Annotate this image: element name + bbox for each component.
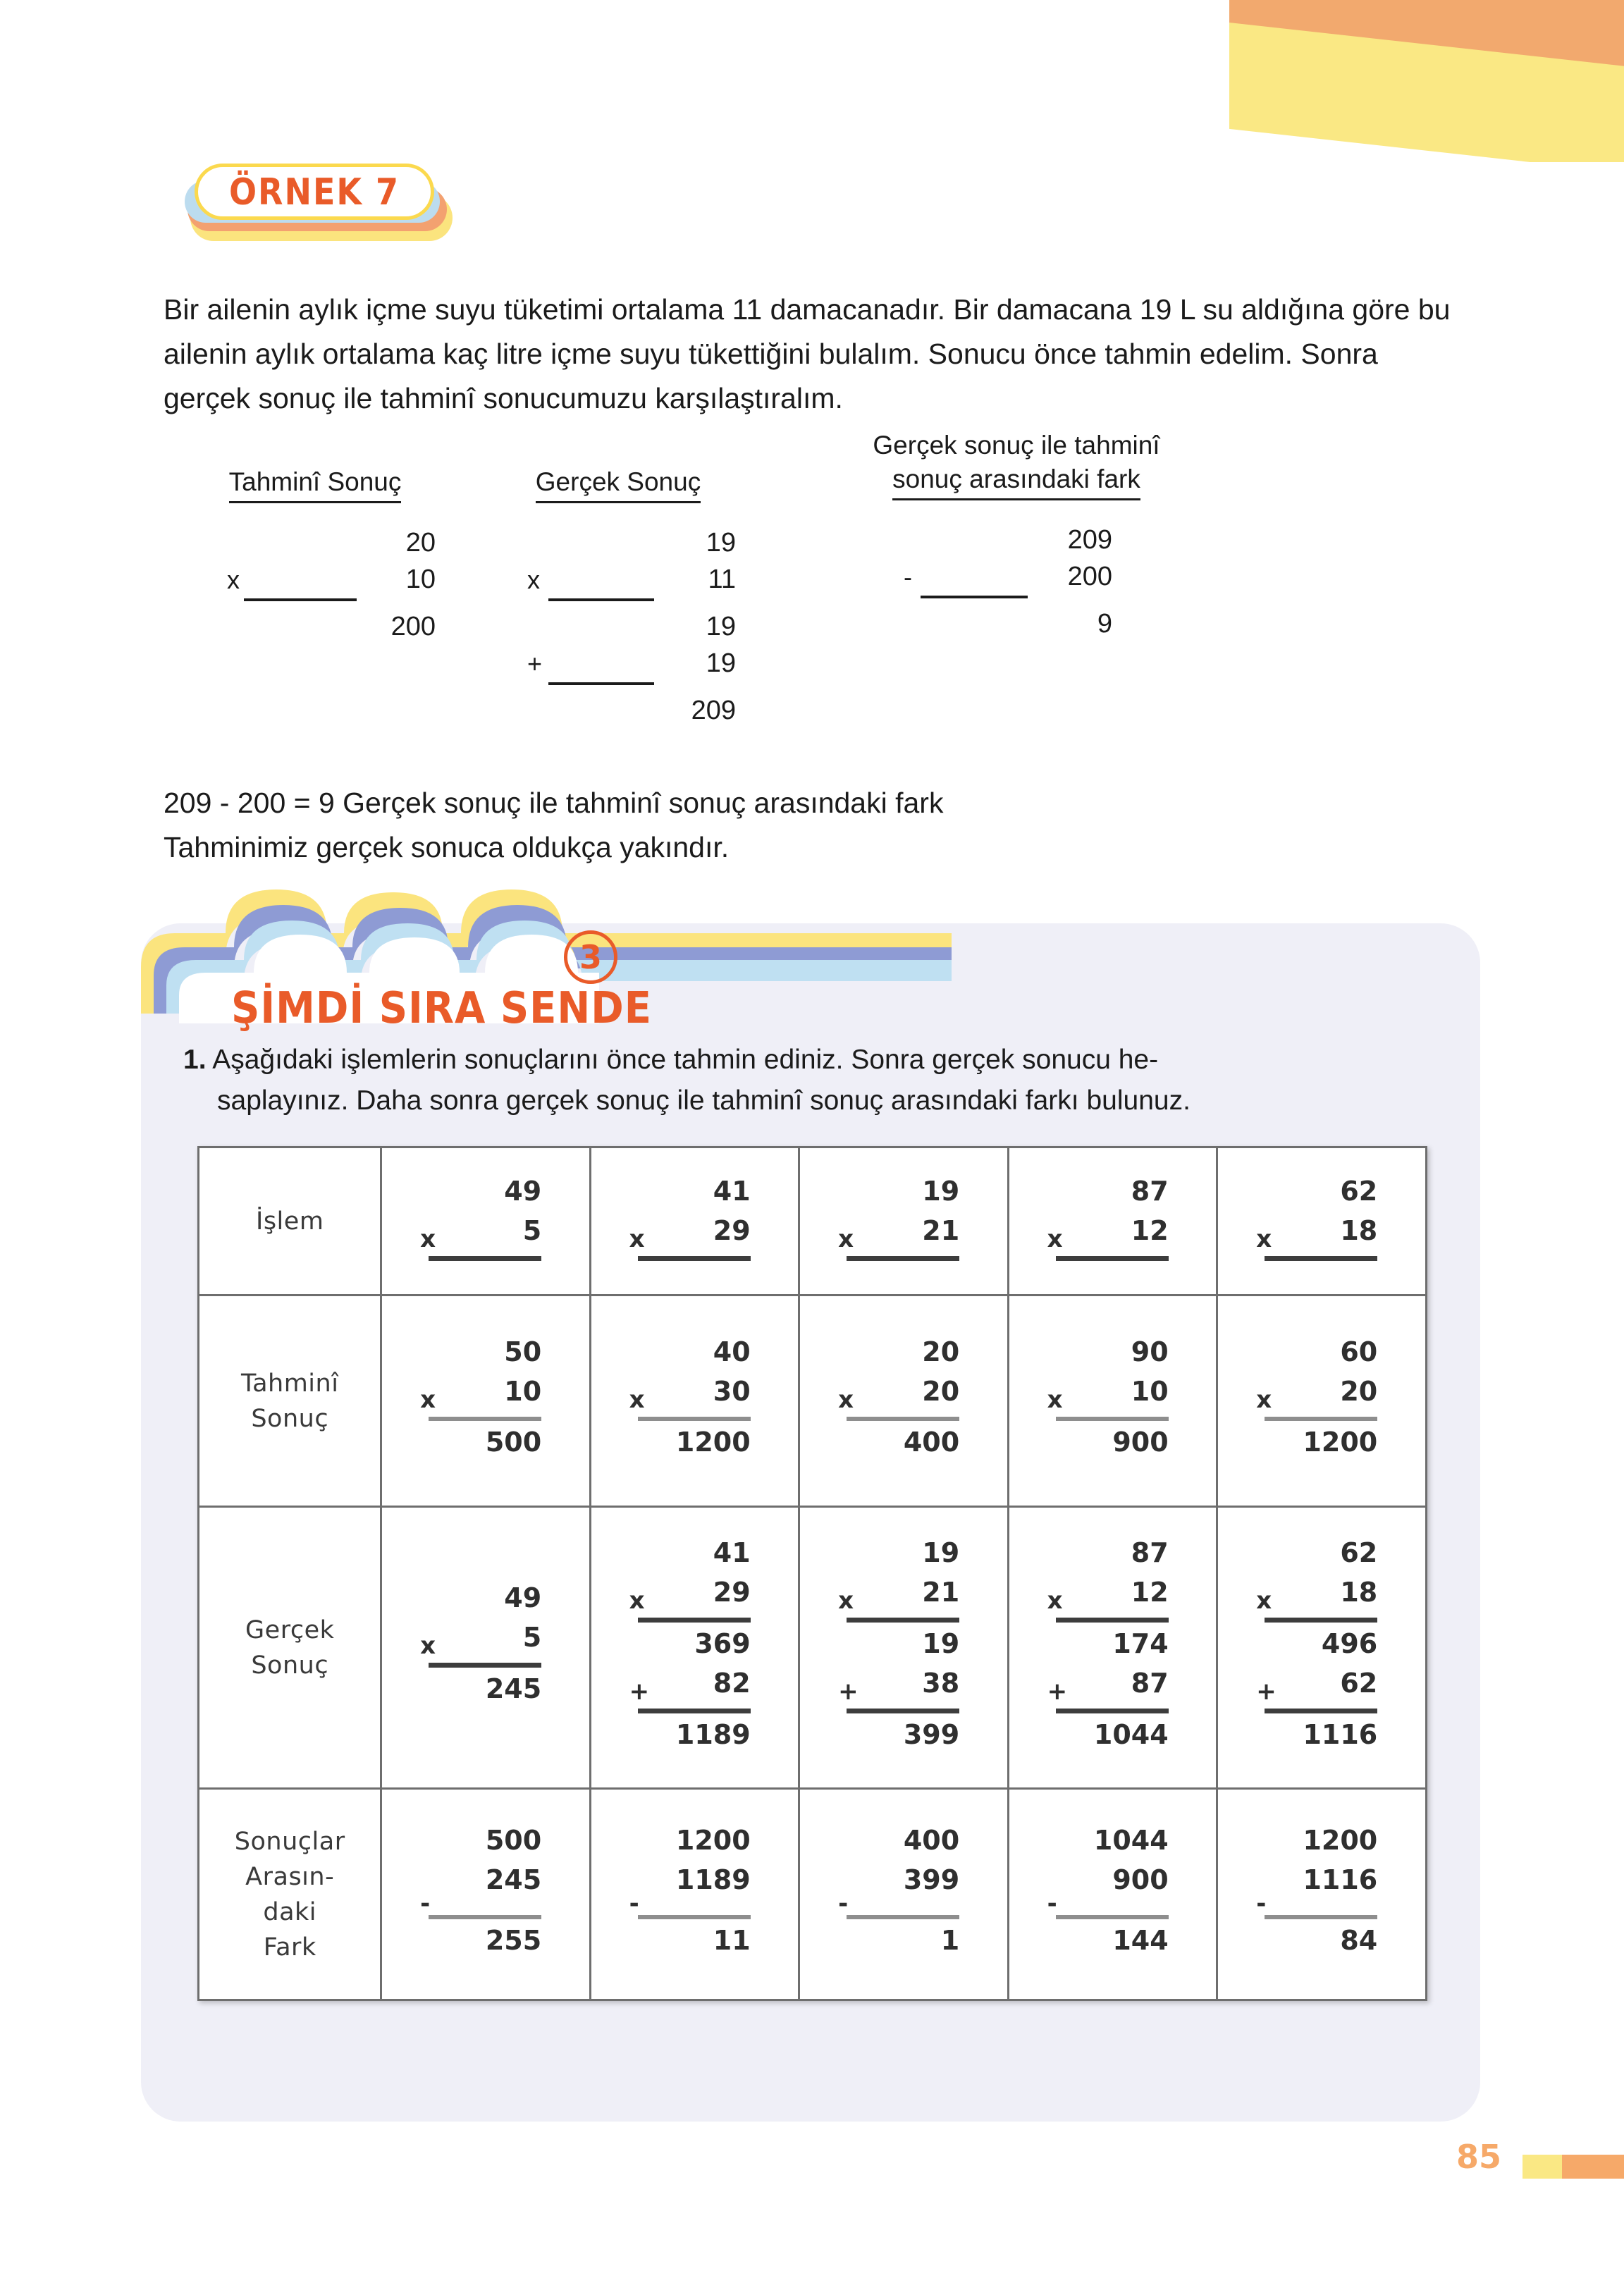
calc-row: 209 (1067, 525, 1112, 555)
operand-bottom: x 12 (1047, 1215, 1169, 1253)
label-line-2: Sonuç (251, 1651, 329, 1680)
calc-rule (429, 1417, 541, 1421)
operand-bottom: 245 (485, 1864, 542, 1895)
tahmini-cell-5 (1217, 1295, 1427, 1507)
operand-top: 41 (713, 1537, 751, 1568)
activity-instruction (183, 1040, 1445, 1121)
multiply-icon: x (629, 1225, 645, 1253)
multiply-icon: x (838, 1586, 854, 1615)
table-row (199, 1789, 1427, 2000)
calc-row: 20 (405, 528, 436, 558)
operand-top: 19 (922, 1537, 960, 1568)
operand-top: 500 (485, 1824, 542, 1856)
plus-icon: + (629, 1677, 650, 1706)
example-badge-label: ÖRNEK 7 (228, 170, 400, 214)
operand-result: 900 (1112, 1426, 1169, 1458)
minus-row (412, 1889, 560, 1918)
multiply-icon: x (629, 1385, 645, 1414)
calc-rule (847, 1618, 959, 1623)
tahmini-cell-4 (1008, 1295, 1217, 1507)
operand-top: 87 (1131, 1176, 1169, 1207)
label-line-1: Sonuçlar (234, 1827, 345, 1856)
minus-row (830, 1889, 978, 1918)
operand-result: 1044 (1093, 1718, 1169, 1750)
multiply-icon: x (420, 1632, 436, 1660)
calc-row: 19 (706, 528, 736, 558)
calc-row: 209 (691, 696, 736, 725)
footer-orange-block (1562, 2155, 1624, 2179)
multiply-icon: x (629, 1586, 645, 1615)
minus-icon: - (838, 1889, 849, 1918)
corner-decoration (1229, 0, 1624, 162)
operand-bottom: x 30 (629, 1375, 751, 1414)
gercek-cell-2 (590, 1507, 799, 1789)
multiply-icon: x (1256, 1225, 1272, 1253)
operand-bottom: x 29 (629, 1576, 751, 1615)
minus-icon: - (1256, 1889, 1267, 1918)
calc-row: 9 (1097, 609, 1112, 639)
calc-rule (548, 682, 654, 685)
multiply-icon: x (838, 1225, 854, 1253)
multiply-icon: x (1256, 1586, 1272, 1615)
tahmini-cell-1 (381, 1295, 591, 1507)
operand-result: 500 (485, 1426, 542, 1458)
example-calculations (164, 429, 1468, 760)
operand-bottom: x 12 (1047, 1576, 1169, 1615)
tahmini-cell-3 (799, 1295, 1009, 1507)
calc-row: x 11 (527, 565, 736, 594)
operand-result: 11 (713, 1924, 751, 1956)
calc-rule (244, 598, 357, 601)
closing-line-1: 209 - 200 = 9 Gerçek sonuç ile tahminî sonuç arasındaki fark (164, 787, 944, 819)
minus-operator: - (904, 562, 912, 591)
label-line-4: Fark (263, 1933, 316, 1962)
operand-result: 1200 (1303, 1426, 1378, 1458)
operand-result: 1116 (1303, 1718, 1378, 1750)
plus-operator: + (527, 649, 543, 678)
calc-rule (1265, 1915, 1377, 1919)
calc-row: + 19 (527, 648, 736, 678)
operand-bottom: x 20 (1256, 1375, 1378, 1414)
table-row (199, 1147, 1427, 1295)
minus-row (621, 1889, 769, 1918)
calc-rule (847, 1709, 959, 1713)
calc-rule (1056, 1618, 1169, 1623)
operand-bottom: x 20 (838, 1375, 960, 1414)
label-line-1: Gerçek (245, 1615, 335, 1644)
minus-icon: - (1047, 1889, 1057, 1918)
operand-result: 1200 (675, 1426, 751, 1458)
calc-rule (847, 1915, 959, 1919)
operand-bottom: 900 (1112, 1864, 1169, 1895)
example-badge (178, 164, 453, 241)
multiply-icon: x (1047, 1225, 1063, 1253)
question-number: 1. (183, 1045, 207, 1075)
activity-panel (141, 923, 1480, 2122)
operand-bottom: x 21 (838, 1215, 960, 1253)
instruction-line-2: saplayınız. Daha sonra gerçek sonuç ile tahminî sonuç arasındaki farkı bulunuz. (217, 1085, 1191, 1116)
gercek-cell-3 (799, 1507, 1009, 1789)
calc-rule (1056, 1709, 1169, 1713)
partial-product-1: 19 (922, 1627, 960, 1659)
gercek-cell-1 (381, 1507, 591, 1789)
fark-cell-3 (799, 1789, 1009, 2000)
operand-top: 49 (504, 1176, 542, 1207)
multiply-icon: x (420, 1225, 436, 1253)
partial-product-2: + 87 (1047, 1667, 1169, 1706)
multiply-icon: x (1256, 1385, 1272, 1414)
tahmini-cell-2 (590, 1295, 799, 1507)
example-closing-text (164, 781, 1464, 870)
operand-top: 87 (1131, 1537, 1169, 1568)
partial-product-2: + 82 (629, 1667, 751, 1706)
label-line-3: daki (263, 1897, 317, 1926)
operand-result: 255 (485, 1924, 542, 1956)
badge-face (195, 164, 434, 220)
operand-top: 1200 (675, 1824, 751, 1856)
label-line-2: Arasın- (245, 1862, 335, 1891)
exercise-table-wrapper (197, 1146, 1427, 2001)
operand-bottom: 1189 (675, 1864, 751, 1895)
calc-rule (1056, 1417, 1169, 1421)
partial-product-1: 496 (1321, 1627, 1378, 1659)
fark-cell-4 (1008, 1789, 1217, 2000)
calc-heading-actual: Gerçek Sonuç (467, 465, 770, 503)
multiply-icon: x (1047, 1385, 1063, 1414)
table-row (199, 1507, 1427, 1789)
row-label-fark (199, 1789, 381, 2000)
calc-rule (1056, 1256, 1169, 1261)
calc-heading-estimate: Tahminî Sonuç (164, 465, 467, 503)
islem-cell-2 (590, 1147, 799, 1295)
calc-rule (638, 1915, 751, 1919)
minus-row (1039, 1889, 1187, 1918)
row-label-tahmini-sonuc (199, 1295, 381, 1507)
calc-column-estimate (164, 465, 467, 642)
calc-stack-estimate (227, 522, 438, 642)
operand-top: 41 (713, 1176, 751, 1207)
calc-rule (638, 1618, 751, 1623)
operand-top: 60 (1340, 1336, 1378, 1367)
calc-rule (429, 1663, 541, 1668)
operand-top: 62 (1340, 1537, 1378, 1568)
partial-product-1: 369 (694, 1627, 751, 1659)
partial-product-1: 174 (1112, 1627, 1169, 1659)
calc-row: 19 (706, 612, 736, 641)
instruction-line-1: Aşağıdaki işlemlerin sonuçlarını önce tahmin ediniz. Sonra gerçek sonucu he- (212, 1045, 1159, 1075)
footer-yellow-block (1522, 2155, 1563, 2179)
minus-icon: - (420, 1889, 431, 1918)
operand-bottom: x 18 (1256, 1215, 1378, 1253)
multiply-operator: x (227, 565, 240, 594)
operand-bottom: x 10 (1047, 1375, 1169, 1414)
operand-top: 90 (1131, 1336, 1169, 1367)
calc-rule (638, 1256, 751, 1261)
operand-bottom: 1116 (1303, 1864, 1378, 1895)
operand-result: 1 (940, 1924, 960, 1956)
closing-line-2: Tahminimiz gerçek sonuca oldukça yakındır. (164, 831, 730, 863)
calc-rule (1056, 1915, 1169, 1919)
activity-title: ŞİMDİ SIRA SENDE (231, 983, 653, 1034)
row-label-islem: İşlem (199, 1147, 381, 1295)
calc-rule (1265, 1709, 1377, 1713)
minus-row (1248, 1889, 1396, 1918)
calc-rule (1265, 1417, 1377, 1421)
operand-top: 400 (903, 1824, 960, 1856)
calc-stack-actual (527, 522, 739, 726)
calc-rule (638, 1417, 751, 1421)
multiply-icon: x (420, 1385, 436, 1414)
operand-bottom: x 18 (1256, 1576, 1378, 1615)
multiply-operator: x (527, 565, 540, 594)
operand-top: 20 (922, 1336, 960, 1367)
calc-rule (429, 1256, 541, 1261)
operand-top: 1044 (1093, 1824, 1169, 1856)
plus-icon: + (1047, 1677, 1068, 1706)
operand-top: 40 (713, 1336, 751, 1367)
label-line-2: Sonuç (251, 1404, 329, 1433)
operand-bottom: x 5 (420, 1215, 542, 1253)
operand-bottom: x 10 (420, 1375, 542, 1414)
calc-rule (548, 598, 654, 601)
calc-row: 200 (390, 612, 436, 641)
operand-result: 144 (1112, 1924, 1169, 1956)
operand-bottom: x 5 (420, 1622, 542, 1660)
gercek-cell-5 (1217, 1507, 1427, 1789)
operand-bottom: x 21 (838, 1576, 960, 1615)
minus-icon: - (629, 1889, 639, 1918)
plus-icon: + (838, 1677, 859, 1706)
multiply-icon: x (838, 1385, 854, 1414)
activity-number-badge: 3 (564, 930, 617, 984)
operand-top: 50 (504, 1336, 542, 1367)
partial-product-2: + 38 (838, 1667, 960, 1706)
exercise-table (197, 1146, 1427, 2001)
calc-column-actual (467, 465, 770, 726)
operand-result: 399 (903, 1718, 960, 1750)
operand-top: 62 (1340, 1176, 1378, 1207)
calc-rule (847, 1417, 959, 1421)
islem-cell-3 (799, 1147, 1009, 1295)
calc-rule (1265, 1618, 1377, 1623)
operand-top: 19 (922, 1176, 960, 1207)
calc-column-difference (770, 429, 1263, 639)
calc-heading-difference: Gerçek sonuç ile tahminî sonuç arasındaki fark (770, 429, 1263, 500)
partial-product-1: 245 (485, 1673, 542, 1704)
fark-cell-2 (590, 1789, 799, 2000)
islem-cell-4 (1008, 1147, 1217, 1295)
calc-rule (1265, 1256, 1377, 1261)
example-intro-text: Bir ailenin aylık içme suyu tüketimi ortalama 11 damacanadır. Bir damacana 19 L su aldığına göre bu ailenin aylık ortalama kaç litre içme suyu tükettiğini bulalım. Sonucu önce tahmin edelim. Sonra gerçek sonuç ile tahminî sonucumuzu karşılaştıralım. (164, 293, 1451, 414)
operand-top: 1200 (1303, 1824, 1378, 1856)
islem-cell-5 (1217, 1147, 1427, 1295)
gercek-cell-4 (1008, 1507, 1217, 1789)
table-row (199, 1295, 1427, 1507)
calc-row: x 10 (227, 565, 436, 594)
calc-rule (429, 1915, 541, 1919)
calc-stack-difference (904, 519, 1115, 639)
operand-bottom: x 29 (629, 1215, 751, 1253)
label-line-1: Tahminî (240, 1369, 339, 1398)
page-number: 85 (1456, 2138, 1501, 2176)
islem-cell-1 (381, 1147, 591, 1295)
operand-top: 49 (504, 1582, 542, 1613)
operand-bottom: 399 (903, 1864, 960, 1895)
calc-row: - 200 (904, 562, 1112, 591)
plus-icon: + (1256, 1677, 1277, 1706)
partial-product-2: + 62 (1256, 1667, 1378, 1706)
fark-cell-5 (1217, 1789, 1427, 2000)
operand-result: 1189 (675, 1718, 751, 1750)
operand-result: 400 (903, 1426, 960, 1458)
fark-cell-1 (381, 1789, 591, 2000)
operand-result: 84 (1340, 1924, 1378, 1956)
calc-rule (847, 1256, 959, 1261)
row-label-gercek-sonuc (199, 1507, 381, 1789)
multiply-icon: x (1047, 1586, 1063, 1615)
calc-rule (638, 1709, 751, 1713)
calc-rule (921, 596, 1028, 598)
